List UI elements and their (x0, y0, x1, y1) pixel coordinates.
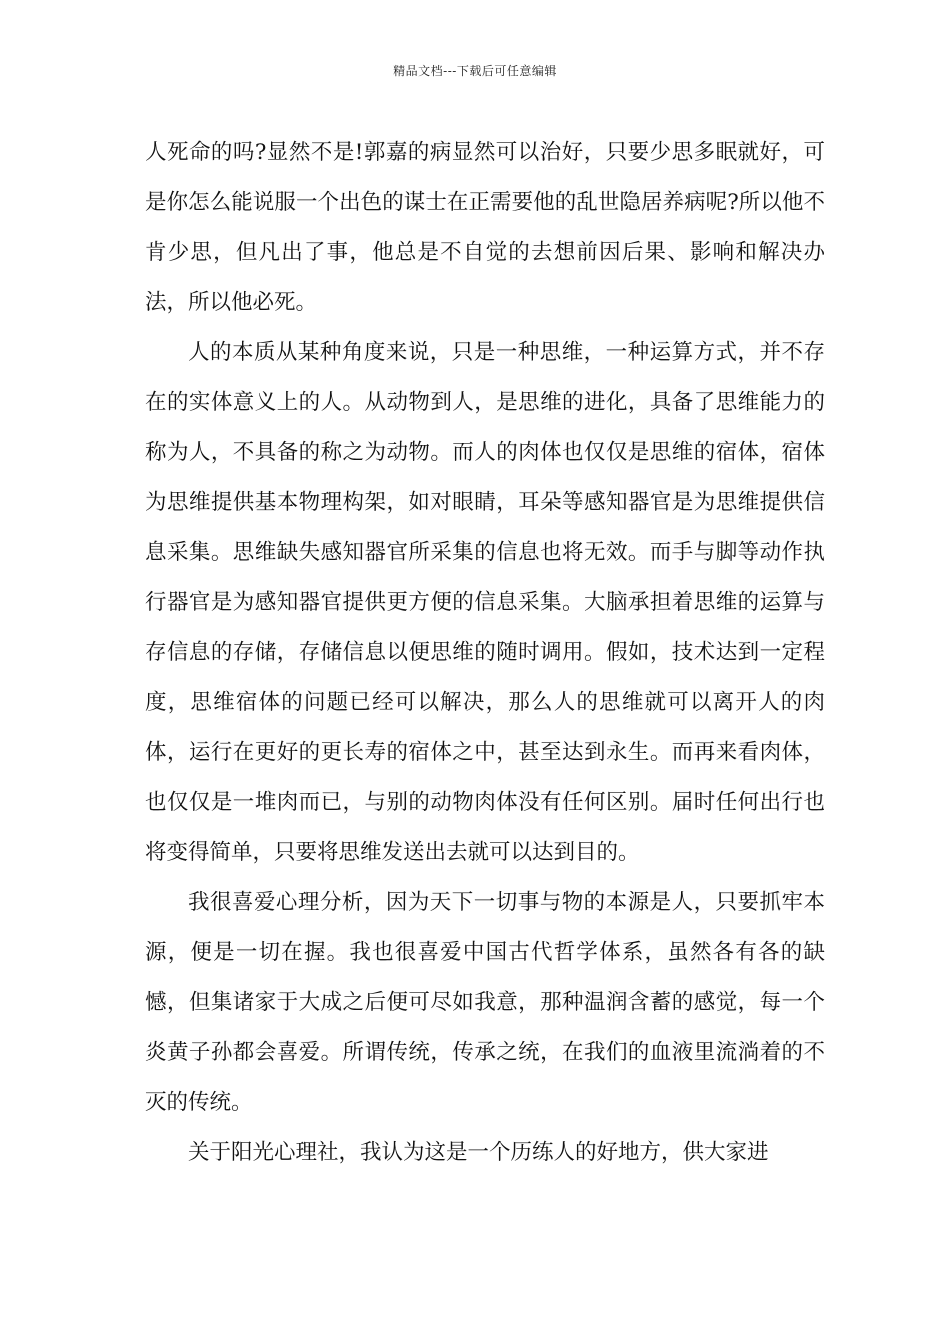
paragraph-1: 人死命的吗?显然不是!郭嘉的病显然可以治好，只要少思多眠就好，可是你怎么能说服一个出色的谋士在正需要他的乱世隐居养病呢?所以他不肯少思，但凡出了事，他总是不自觉的去想前因后果、影响和解决办法，所以他必死。 (145, 140, 825, 315)
document-body (145, 128, 825, 1178)
paragraph-4: 关于阳光心理社，我认为这是一个历练人的好地方，供大家进 (188, 1140, 769, 1165)
paragraph-2: 人的本质从某种角度来说，只是一种思维，一种运算方式，并不存在的实体意义上的人。从动物到人，是思维的进化，具备了思维能力的称为人，不具备的称之为动物。而人的肉体也仅仅是思维的宿体，宿体为思维提供基本物理构架，如对眼睛，耳朵等感知器官是为思维提供信息采集。思维缺失感知器官所采集的信息也将无效。而手与脚等动作执行器官是为感知器官提供更方便的信息采集。大脑承担着思维的运算与存信息的存储，存储信息以便思维的随时调用。假如，技术达到一定程度，思维宿体的问题已经可以解决，那么人的思维就可以离开人的肉体，运行在更好的更长寿的宿体之中，甚至达到永生。而再来看肉体，也仅仅是一堆肉而已，与别的动物肉体没有任何区别。届时任何出行也将变得简单，只要将思维发送出去就可以达到目的。 (145, 340, 825, 865)
paragraph-3: 我很喜爱心理分析，因为天下一切事与物的本源是人，只要抓牢本源，便是一切在握。我也很喜爱中国古代哲学体系，虽然各有各的缺憾，但集诸家于大成之后便可尽如我意，那种温润含蓄的感觉，每一个炎黄子孙都会喜爱。所谓传统，传承之统，在我们的血液里流淌着的不灭的传统。 (145, 890, 825, 1115)
page-header: 精品文档---下载后可任意编辑 (393, 64, 557, 78)
